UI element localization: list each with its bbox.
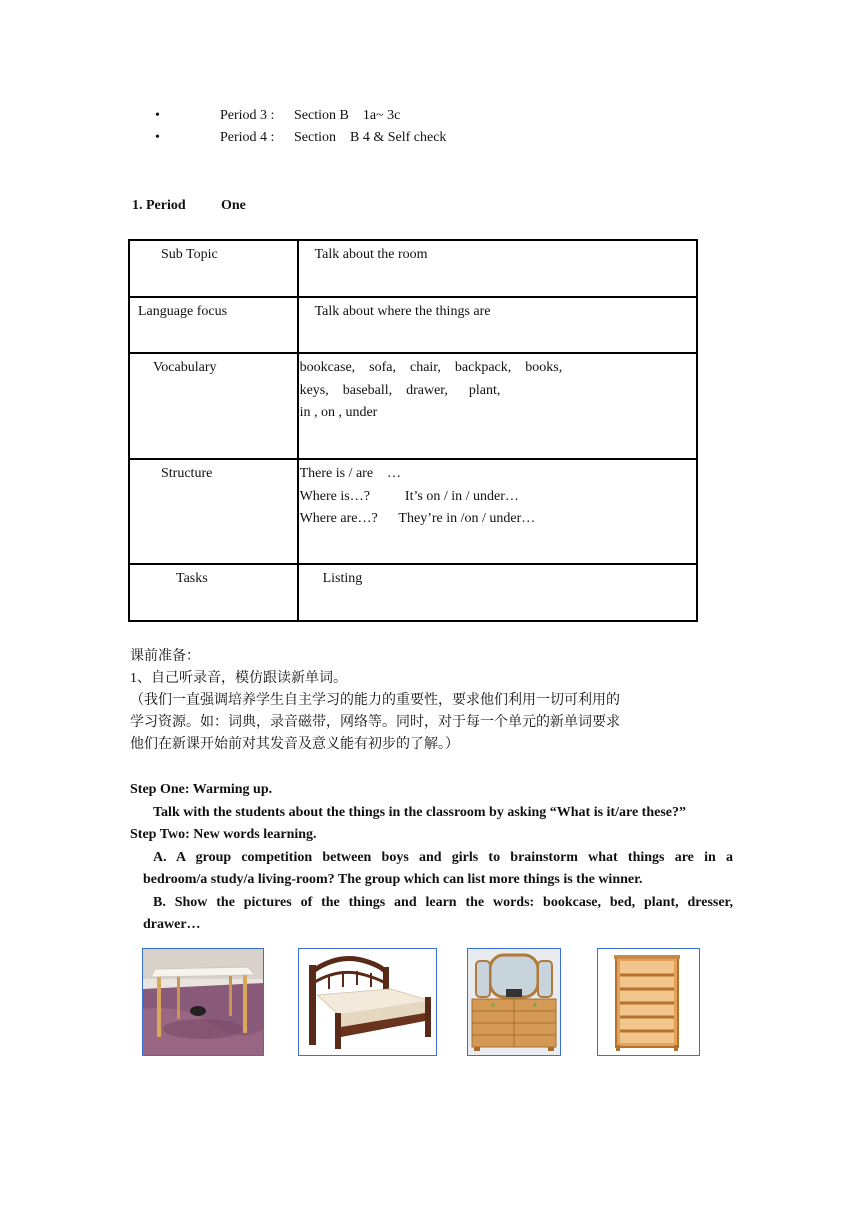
table-cell-value — [298, 240, 697, 297]
row-label: Structure — [161, 466, 213, 481]
section-heading-number: 1. Period — [132, 198, 186, 213]
table-row — [129, 564, 697, 621]
bed-illustration — [299, 949, 436, 1055]
row-label: Tasks — [176, 571, 208, 586]
activity-a-line: A. A group competition between boys and girls to brainstorm what things are in a — [153, 850, 733, 865]
table-row — [129, 459, 697, 564]
table-row — [129, 353, 697, 459]
bullet: • — [155, 108, 160, 123]
period-label: Period 4 : — [220, 130, 275, 145]
bookcase-picture — [597, 948, 700, 1056]
activity-a-line: bedroom/a study/a living-room? The group which can list more things is the winner. — [143, 872, 643, 887]
activity-b-line: B. Show the pictures of the things and learn the words: bookcase, bed, plant, dresser, — [153, 895, 733, 910]
table-cell-value — [298, 564, 697, 621]
period-label: Period 3 : — [220, 108, 275, 123]
table-cell-value — [298, 297, 697, 353]
bed-picture — [298, 948, 437, 1056]
table-cell-label — [129, 297, 298, 353]
activity-b-line: drawer… — [143, 917, 201, 932]
section-heading-word: One — [221, 198, 246, 213]
prep-note-line: （我们一直强调培养学生自主学习的能力的重要性，要求他们利用一切可利用的 — [130, 693, 620, 708]
bookcase-illustration — [598, 949, 699, 1055]
lesson-table — [128, 239, 698, 622]
table-row — [129, 240, 697, 297]
step-one-text: Talk with the students about the things in the classroom by asking “What is it/are these?” — [153, 805, 686, 820]
prep-item: 1、自己听录音，模仿跟读新单词。 — [130, 671, 347, 686]
period-detail: Section B 1a~ 3c — [294, 108, 401, 123]
row-value: Listing — [322, 571, 363, 586]
bullet: • — [155, 130, 160, 145]
table-cell-value — [298, 353, 697, 459]
table-picture — [142, 948, 264, 1056]
row-label: Sub Topic — [161, 247, 218, 262]
table-illustration — [143, 949, 263, 1055]
row-value — [299, 460, 696, 531]
row-value: Talk about where the things are — [314, 304, 491, 319]
table-cell-label — [129, 240, 298, 297]
table-cell-value — [298, 459, 697, 564]
row-label: Language focus — [138, 304, 228, 319]
vocab-line: in , on , under — [299, 405, 378, 420]
vocab-line: keys, baseball, drawer, plant, — [299, 382, 501, 398]
structure-line: Where are…? They’re in /on / under… — [299, 511, 536, 526]
prep-note-line: 他们在新课开始前对其发音及意义能有初步的了解。） — [130, 737, 459, 752]
period-detail: Section B 4 & Self check — [294, 130, 447, 145]
dresser-illustration — [468, 949, 560, 1055]
dresser-picture — [467, 948, 561, 1056]
prep-title: 课前准备： — [130, 649, 200, 664]
step-one-title: Step One: Warming up. — [130, 782, 273, 797]
structure-line: Where is…? It’s on / in / under… — [299, 488, 519, 504]
row-label: Vocabulary — [153, 360, 217, 375]
table-cell-label — [129, 459, 298, 564]
table-row — [129, 297, 697, 353]
row-value — [299, 354, 696, 425]
step-two-title: Step Two: New words learning. — [130, 827, 317, 842]
prep-note-line: 学习资源。如：词典，录音磁带，网络等。同时，对于每一个单元的新单词要求 — [130, 715, 620, 730]
vocab-line: bookcase, sofa, chair, backpack, books, — [299, 360, 563, 375]
row-value: Talk about the room — [314, 247, 428, 262]
table-cell-label — [129, 353, 298, 459]
table-cell-label — [129, 564, 298, 621]
structure-line: There is / are … — [299, 466, 402, 481]
